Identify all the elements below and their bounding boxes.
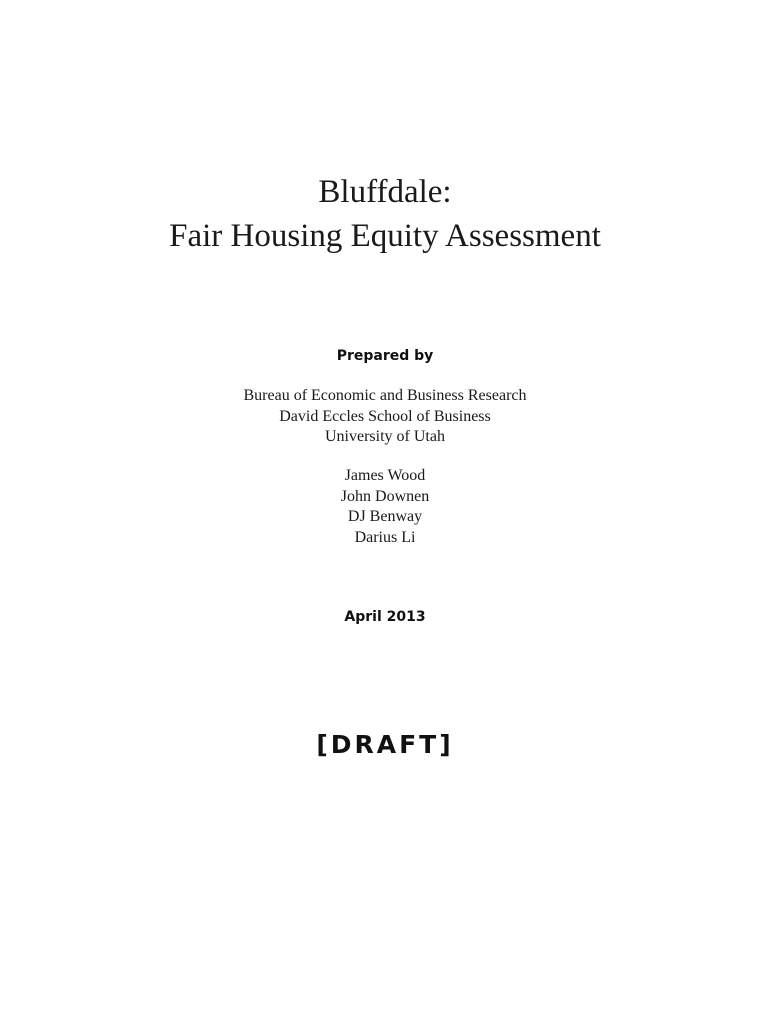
draft-status-label: [DRAFT] (316, 730, 454, 759)
authors-block (0, 466, 770, 548)
author-name: DJ Benway (347, 508, 423, 525)
author-name: Darius Li (354, 528, 416, 546)
organization-line: David Eccles School of Business (279, 407, 491, 425)
publication-date: April 2013 (344, 609, 426, 625)
document-title-line-1: Bluffdale: (318, 174, 452, 210)
author-name: John Downen (340, 487, 430, 505)
prepared-by-label: Prepared by (336, 348, 434, 364)
organization-line: Bureau of Economic and Business Research (243, 387, 527, 404)
organization-block (0, 386, 770, 448)
author-name: James Wood (344, 467, 426, 484)
organization-line: University of Utah (325, 428, 445, 445)
document-title-line-2: Fair Housing Equity Assessment (169, 218, 601, 254)
